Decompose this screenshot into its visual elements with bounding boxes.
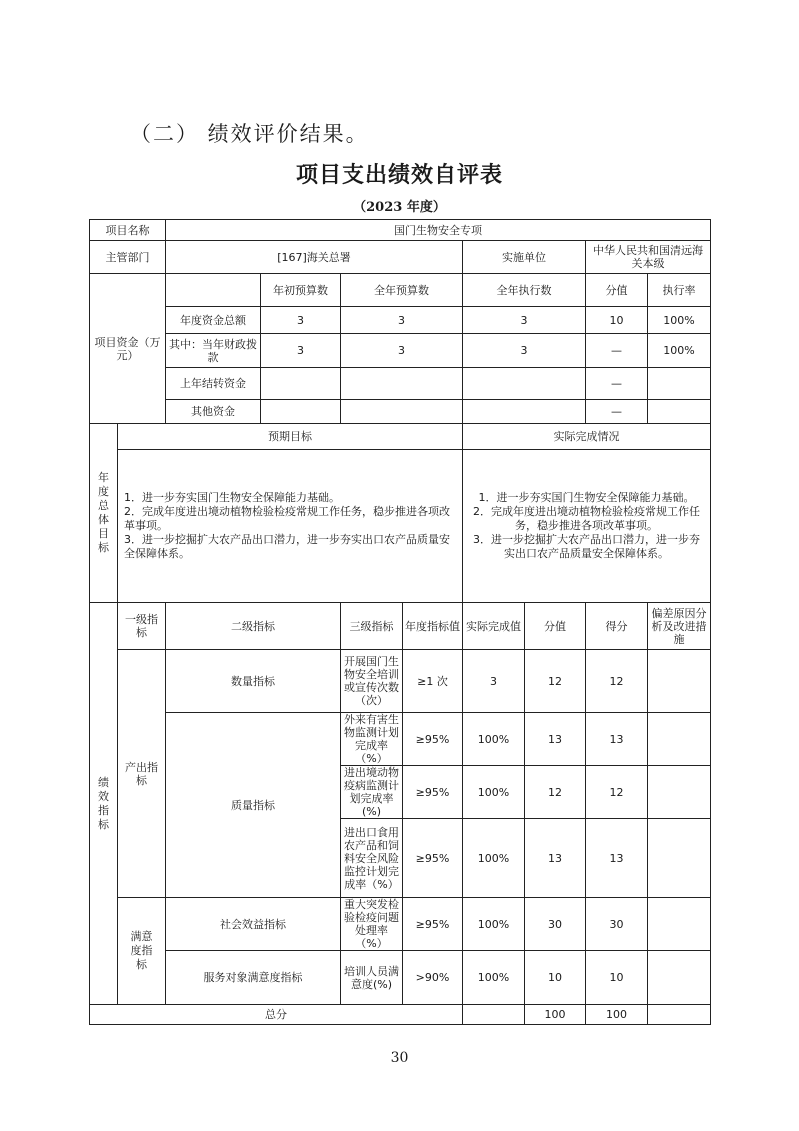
- deviation-note: [648, 650, 711, 713]
- total-weight: 100: [525, 1005, 586, 1025]
- funds-header-row: [90, 274, 711, 307]
- expected-goals: [118, 450, 463, 603]
- funds-header: 全年执行数: [463, 274, 586, 307]
- department-row: [90, 241, 711, 274]
- goals-side-text: 年度总体目标: [98, 471, 109, 554]
- funds-weight: —: [586, 400, 648, 424]
- weight: 30: [525, 898, 586, 951]
- actual-value: 3: [463, 650, 525, 713]
- funds-initial: [261, 368, 341, 400]
- deviation-note: [648, 898, 711, 951]
- level3-indicator: 进出口食用农产品和饲料安全风险监控计划完成率（%）: [341, 819, 403, 898]
- indicators-side-label: [90, 603, 118, 1005]
- weight: 10: [525, 951, 586, 1005]
- performance-evaluation-table: [89, 219, 711, 1025]
- level1-satisfaction: [118, 898, 166, 1005]
- level2-service: 服务对象满意度指标: [166, 951, 341, 1005]
- funds-weight: 10: [586, 307, 648, 334]
- table-title: 项目支出绩效自评表: [295, 162, 503, 188]
- funds-header: 年初预算数: [261, 274, 341, 307]
- funds-rate: 100%: [648, 307, 711, 334]
- funds-initial: 3: [261, 334, 341, 368]
- funds-row-label: 其他资金: [166, 400, 261, 424]
- impl-unit-value: 中华人民共和国清远海关本级: [586, 241, 711, 274]
- weight: 12: [525, 650, 586, 713]
- funds-weight: —: [586, 334, 648, 368]
- funds-executed: 3: [463, 307, 586, 334]
- funds-annual: [341, 400, 463, 424]
- actual-value: 100%: [463, 951, 525, 1005]
- score: 10: [586, 951, 648, 1005]
- level2-quantity: 数量指标: [166, 650, 341, 713]
- level1-output: 产出指标: [118, 650, 166, 898]
- project-name-row: [90, 220, 711, 241]
- page-number: 30: [390, 1050, 409, 1066]
- funds-annual: 3: [341, 334, 463, 368]
- funds-executed: [463, 368, 586, 400]
- indicator-row: [90, 713, 711, 766]
- funds-row: [90, 334, 711, 368]
- funds-rate: [648, 400, 711, 424]
- expected-goal-item: 3．进一步挖掘扩大农产品出口潜力，进一步夯实出口农产品质量安全保障体系。: [124, 533, 450, 560]
- deviation-note: [648, 819, 711, 898]
- funds-header-blank: [166, 274, 261, 307]
- indicator-header: 三级指标: [341, 603, 403, 650]
- score: 13: [586, 713, 648, 766]
- target-value: ≥1 次: [403, 650, 463, 713]
- level3-indicator: 进出境动物疫病监测计划完成率(%): [341, 766, 403, 819]
- level2-social: 社会效益指标: [166, 898, 341, 951]
- level3-indicator: 外来有害生物监测计划完成率（%）: [341, 713, 403, 766]
- indicator-header: 偏差原因分析及改进措施: [648, 603, 711, 650]
- funds-label: 项目资金（万元）: [90, 274, 166, 424]
- actual-goal-item: 1．进一步夯实国门生物安全保障能力基础。: [478, 491, 695, 504]
- total-score: 100: [586, 1005, 648, 1025]
- indicator-row: [90, 650, 711, 713]
- actual-goals-header: 实际完成情况: [463, 424, 711, 450]
- target-value: >90%: [403, 951, 463, 1005]
- score: 13: [586, 819, 648, 898]
- indicator-row: [90, 951, 711, 1005]
- funds-row-label: 年度资金总额: [166, 307, 261, 334]
- goals-body-row: [90, 450, 711, 603]
- actual-goal-item: 3．进一步挖掘扩大农产品出口潜力，进一步夯实出口农产品质量安全保障体系。: [473, 533, 700, 560]
- actual-value: 100%: [463, 898, 525, 951]
- weight: 13: [525, 819, 586, 898]
- funds-initial: 3: [261, 307, 341, 334]
- funds-executed: [463, 400, 586, 424]
- dept-label: 主管部门: [90, 241, 166, 274]
- weight: 13: [525, 713, 586, 766]
- project-name-value: 国门生物安全专项: [166, 220, 711, 241]
- expected-goal-item: 2．完成年度进出境动植物检验检疫常规工作任务，稳步推进各项改革事项。: [124, 505, 450, 532]
- deviation-note: [648, 951, 711, 1005]
- actual-value: 100%: [463, 713, 525, 766]
- funds-annual: 3: [341, 307, 463, 334]
- target-value: ≥95%: [403, 713, 463, 766]
- year-note: （2023 年度）: [353, 200, 446, 215]
- indicator-header: 二级指标: [166, 603, 341, 650]
- funds-header: 执行率: [648, 274, 711, 307]
- deviation-note: [648, 713, 711, 766]
- target-value: ≥95%: [403, 898, 463, 951]
- funds-initial: [261, 400, 341, 424]
- actual-goals: [463, 450, 711, 603]
- indicator-row: [90, 898, 711, 951]
- section-heading: （二） 绩效评价结果。: [130, 122, 369, 146]
- project-name-label: 项目名称: [90, 220, 166, 241]
- funds-row: [90, 400, 711, 424]
- funds-weight: —: [586, 368, 648, 400]
- indicator-header: 一级指标: [118, 603, 166, 650]
- total-row: [90, 1005, 711, 1025]
- total-actual-blank: [463, 1005, 525, 1025]
- goals-side-label: [90, 424, 118, 603]
- actual-value: 100%: [463, 766, 525, 819]
- score: 12: [586, 650, 648, 713]
- indicator-header: 分值: [525, 603, 586, 650]
- funds-row: [90, 368, 711, 400]
- indicators-header-row: [90, 603, 711, 650]
- impl-unit-label: 实施单位: [463, 241, 586, 274]
- level1-satisfaction-text: 满意度指标: [130, 930, 153, 971]
- funds-header: 全年预算数: [341, 274, 463, 307]
- expected-goal-item: 1．进一步夯实国门生物安全保障能力基础。: [124, 491, 340, 504]
- goals-header-row: [90, 424, 711, 450]
- deviation-note: [648, 766, 711, 819]
- actual-value: 100%: [463, 819, 525, 898]
- target-value: ≥95%: [403, 766, 463, 819]
- funds-row: [90, 307, 711, 334]
- funds-annual: [341, 368, 463, 400]
- funds-executed: 3: [463, 334, 586, 368]
- indicator-header: 得分: [586, 603, 648, 650]
- weight: 12: [525, 766, 586, 819]
- funds-rate: [648, 368, 711, 400]
- total-note-blank: [648, 1005, 711, 1025]
- total-label: 总分: [90, 1005, 463, 1025]
- score: 30: [586, 898, 648, 951]
- score: 12: [586, 766, 648, 819]
- actual-goal-item: 2．完成年度进出境动植物检验检疫常规工作任务，稳步推进各项改革事项。: [473, 505, 700, 532]
- level3-indicator: 培训人员满意度(%): [341, 951, 403, 1005]
- expected-goals-header: 预期目标: [118, 424, 463, 450]
- indicator-header: 实际完成值: [463, 603, 525, 650]
- funds-header: 分值: [586, 274, 648, 307]
- funds-rate: 100%: [648, 334, 711, 368]
- indicators-side-text: 绩效指标: [98, 775, 109, 831]
- level2-quality: 质量指标: [166, 713, 341, 898]
- level3-indicator: 开展国门生物安全培训或宣传次数（次）: [341, 650, 403, 713]
- indicator-header: 年度指标值: [403, 603, 463, 650]
- level3-indicator: 重大突发检验检疫问题处理率（%）: [341, 898, 403, 951]
- funds-row-label: 其中：当年财政拨款: [166, 334, 261, 368]
- dept-value: [167]海关总署: [166, 241, 463, 274]
- funds-row-label: 上年结转资金: [166, 368, 261, 400]
- target-value: ≥95%: [403, 819, 463, 898]
